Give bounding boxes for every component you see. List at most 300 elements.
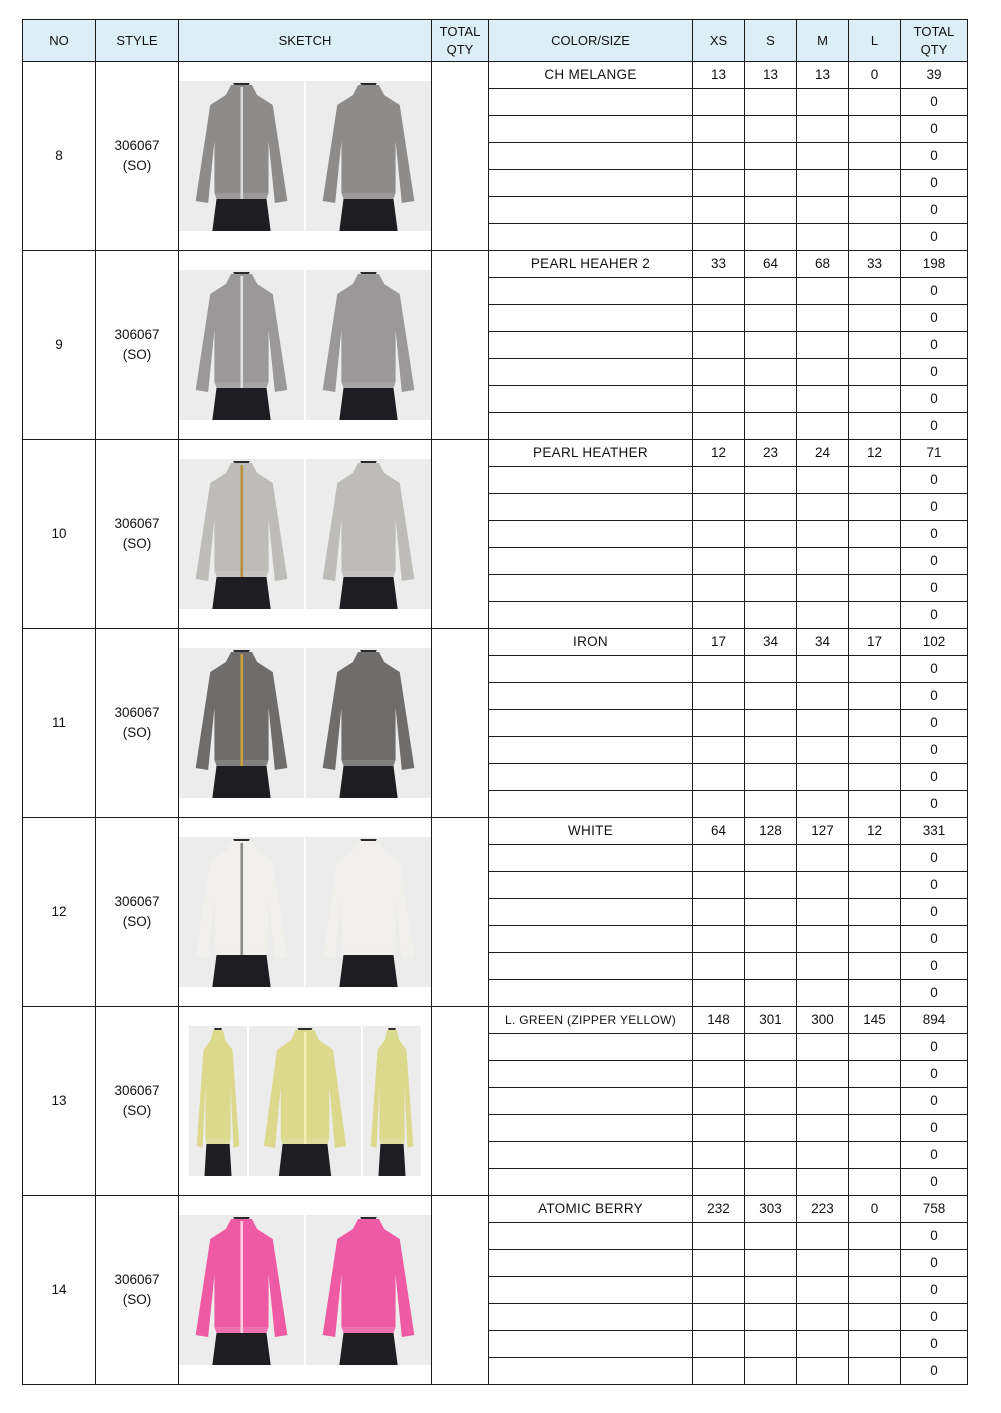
empty-color-cell [489, 656, 693, 683]
empty-size-cell [693, 683, 745, 710]
empty-size-cell [797, 1142, 849, 1169]
empty-color-cell [489, 1142, 693, 1169]
empty-size-cell [797, 467, 849, 494]
empty-size-cell [693, 872, 745, 899]
empty-size-cell [797, 872, 849, 899]
style-code: (SO) [122, 347, 152, 362]
empty-color-cell [489, 359, 693, 386]
empty-size-cell [797, 143, 849, 170]
empty-size-cell [693, 386, 745, 413]
empty-size-cell [745, 764, 797, 791]
empty-size-cell [849, 143, 901, 170]
row-number: 11 [23, 629, 96, 818]
empty-size-cell [849, 1250, 901, 1277]
empty-color-cell [489, 602, 693, 629]
empty-size-cell [849, 305, 901, 332]
empty-color-cell [489, 224, 693, 251]
empty-size-cell [693, 548, 745, 575]
style-number: 306067 [114, 138, 160, 153]
empty-size-cell [849, 953, 901, 980]
row-number: 14 [23, 1196, 96, 1385]
empty-size-cell [797, 413, 849, 440]
empty-size-cell [693, 1142, 745, 1169]
empty-size-cell [693, 602, 745, 629]
empty-row-total: 0 [901, 791, 968, 818]
empty-size-cell [797, 791, 849, 818]
product-photos [179, 76, 431, 236]
empty-size-cell [849, 89, 901, 116]
empty-size-cell [797, 386, 849, 413]
empty-size-cell [693, 332, 745, 359]
empty-row-total: 0 [901, 116, 968, 143]
empty-size-cell [849, 1277, 901, 1304]
empty-color-cell [489, 413, 693, 440]
empty-row-total: 0 [901, 494, 968, 521]
empty-color-cell [489, 278, 693, 305]
empty-size-cell [849, 548, 901, 575]
empty-row-total: 0 [901, 278, 968, 305]
empty-size-cell [745, 224, 797, 251]
sketch-cell [179, 818, 432, 1007]
empty-size-cell [849, 278, 901, 305]
color-label: PEARL HEAHER 2 [489, 251, 693, 278]
empty-size-cell [745, 494, 797, 521]
empty-color-cell [489, 845, 693, 872]
total-qty-cell [432, 62, 489, 251]
header-total-line1: TOTAL [913, 23, 955, 39]
empty-size-cell [797, 1115, 849, 1142]
empty-size-cell [693, 926, 745, 953]
product-row [23, 1196, 968, 1223]
row-number: 10 [23, 440, 96, 629]
empty-color-cell [489, 386, 693, 413]
header-l: L [849, 20, 901, 62]
empty-size-cell [745, 1304, 797, 1331]
empty-color-cell [489, 494, 693, 521]
qty-s: 128 [745, 818, 797, 845]
empty-color-cell [489, 170, 693, 197]
qty-m: 300 [797, 1007, 849, 1034]
empty-color-cell [489, 467, 693, 494]
empty-row-total: 0 [901, 1358, 968, 1385]
empty-row-total: 0 [901, 602, 968, 629]
empty-size-cell [849, 494, 901, 521]
empty-size-cell [745, 845, 797, 872]
empty-size-cell [693, 899, 745, 926]
empty-row-total: 0 [901, 332, 968, 359]
empty-color-cell [489, 1088, 693, 1115]
qty-l: 12 [849, 440, 901, 467]
empty-size-cell [849, 332, 901, 359]
empty-color-cell [489, 710, 693, 737]
empty-color-cell [489, 332, 693, 359]
style-code: (SO) [122, 1292, 152, 1307]
product-photos [179, 454, 431, 614]
product-photos [179, 1210, 431, 1370]
empty-size-cell [797, 656, 849, 683]
empty-size-cell [745, 359, 797, 386]
row-number: 13 [23, 1007, 96, 1196]
empty-size-cell [797, 575, 849, 602]
empty-size-cell [849, 575, 901, 602]
jacket-back-photo [306, 1215, 431, 1365]
empty-size-cell [693, 1277, 745, 1304]
empty-size-cell [797, 1250, 849, 1277]
empty-size-cell [745, 1358, 797, 1385]
empty-size-cell [849, 737, 901, 764]
style-code: (SO) [122, 158, 152, 173]
empty-size-cell [797, 494, 849, 521]
empty-size-cell [797, 1088, 849, 1115]
jacket-back-photo [249, 1026, 361, 1176]
empty-size-cell [745, 656, 797, 683]
style-cell [96, 1007, 179, 1196]
product-row [23, 440, 968, 467]
qty-xs: 13 [693, 62, 745, 89]
jacket-front-photo [189, 1026, 247, 1176]
qty-l: 145 [849, 1007, 901, 1034]
empty-color-cell [489, 899, 693, 926]
qty-l: 17 [849, 629, 901, 656]
empty-size-cell [693, 656, 745, 683]
product-row [23, 62, 968, 89]
row-number: 12 [23, 818, 96, 1007]
empty-size-cell [849, 791, 901, 818]
empty-row-total: 0 [901, 872, 968, 899]
empty-color-cell [489, 980, 693, 1007]
qty-s: 303 [745, 1196, 797, 1223]
empty-size-cell [849, 1061, 901, 1088]
empty-row-total: 0 [901, 1115, 968, 1142]
empty-color-cell [489, 1115, 693, 1142]
empty-size-cell [849, 224, 901, 251]
empty-row-total: 0 [901, 656, 968, 683]
empty-size-cell [745, 575, 797, 602]
qty-s: 301 [745, 1007, 797, 1034]
empty-size-cell [797, 899, 849, 926]
style-cell [96, 1196, 179, 1385]
total-qty-cell [432, 629, 489, 818]
total-qty-cell [432, 440, 489, 629]
empty-size-cell [797, 332, 849, 359]
qty-s: 34 [745, 629, 797, 656]
qty-total: 894 [901, 1007, 968, 1034]
empty-size-cell [693, 575, 745, 602]
empty-size-cell [693, 1115, 745, 1142]
empty-row-total: 0 [901, 980, 968, 1007]
empty-color-cell [489, 1250, 693, 1277]
product-photos [179, 1021, 431, 1181]
empty-color-cell [489, 521, 693, 548]
qty-total: 39 [901, 62, 968, 89]
empty-size-cell [745, 1034, 797, 1061]
header-sketch: SKETCH [179, 20, 432, 62]
qty-total: 198 [901, 251, 968, 278]
empty-size-cell [693, 1088, 745, 1115]
empty-row-total: 0 [901, 521, 968, 548]
product-photos [179, 265, 431, 425]
empty-color-cell [489, 791, 693, 818]
empty-size-cell [693, 413, 745, 440]
product-row [23, 629, 968, 656]
empty-color-cell [489, 1277, 693, 1304]
jacket-back-photo [363, 1026, 421, 1176]
qty-m: 24 [797, 440, 849, 467]
color-label: L. GREEN (ZIPPER YELLOW) [489, 1007, 693, 1034]
empty-size-cell [797, 1331, 849, 1358]
qty-l: 0 [849, 1196, 901, 1223]
color-label: CH MELANGE [489, 62, 693, 89]
jacket-front-photo [179, 270, 304, 420]
empty-size-cell [849, 899, 901, 926]
empty-row-total: 0 [901, 575, 968, 602]
empty-size-cell [797, 521, 849, 548]
jacket-front-photo [179, 1215, 304, 1365]
color-label: PEARL HEATHER [489, 440, 693, 467]
style-cell [96, 818, 179, 1007]
empty-size-cell [797, 683, 849, 710]
empty-color-cell [489, 575, 693, 602]
empty-size-cell [849, 386, 901, 413]
qty-l: 0 [849, 62, 901, 89]
empty-size-cell [693, 494, 745, 521]
empty-size-cell [693, 467, 745, 494]
empty-color-cell [489, 143, 693, 170]
jacket-front-photo [179, 837, 304, 987]
qty-total: 331 [901, 818, 968, 845]
header-no: NO [23, 20, 96, 62]
empty-color-cell [489, 1304, 693, 1331]
style-cell [96, 62, 179, 251]
product-photos [179, 832, 431, 992]
header-total-line2: QTY [920, 41, 948, 57]
style-number: 306067 [114, 516, 160, 531]
empty-size-cell [745, 737, 797, 764]
empty-size-cell [693, 116, 745, 143]
empty-size-cell [745, 872, 797, 899]
empty-size-cell [797, 305, 849, 332]
qty-s: 23 [745, 440, 797, 467]
empty-row-total: 0 [901, 197, 968, 224]
empty-size-cell [797, 278, 849, 305]
style-code: (SO) [122, 914, 152, 929]
empty-size-cell [797, 926, 849, 953]
empty-size-cell [797, 980, 849, 1007]
total-qty-cell [432, 251, 489, 440]
empty-color-cell [489, 926, 693, 953]
qty-xs: 64 [693, 818, 745, 845]
empty-size-cell [797, 197, 849, 224]
empty-row-total: 0 [901, 953, 968, 980]
header-total-qty-line1: TOTAL [439, 23, 481, 39]
style-cell [96, 440, 179, 629]
empty-size-cell [797, 89, 849, 116]
empty-size-cell [849, 683, 901, 710]
empty-size-cell [849, 980, 901, 1007]
empty-row-total: 0 [901, 467, 968, 494]
sketch-cell [179, 62, 432, 251]
empty-row-total: 0 [901, 899, 968, 926]
empty-size-cell [745, 1250, 797, 1277]
jacket-front-photo [179, 648, 304, 798]
empty-size-cell [797, 224, 849, 251]
empty-row-total: 0 [901, 683, 968, 710]
empty-size-cell [745, 980, 797, 1007]
empty-size-cell [849, 1169, 901, 1196]
empty-size-cell [693, 953, 745, 980]
jacket-front-photo [179, 81, 304, 231]
empty-size-cell [797, 1277, 849, 1304]
empty-size-cell [797, 737, 849, 764]
empty-size-cell [797, 1169, 849, 1196]
empty-size-cell [745, 332, 797, 359]
qty-xs: 33 [693, 251, 745, 278]
empty-size-cell [849, 764, 901, 791]
sketch-cell [179, 251, 432, 440]
empty-size-cell [745, 89, 797, 116]
empty-size-cell [745, 602, 797, 629]
empty-size-cell [797, 116, 849, 143]
color-label: WHITE [489, 818, 693, 845]
empty-color-cell [489, 116, 693, 143]
empty-size-cell [693, 1331, 745, 1358]
empty-size-cell [693, 1358, 745, 1385]
product-row [23, 1007, 968, 1034]
empty-size-cell [745, 710, 797, 737]
empty-size-cell [745, 953, 797, 980]
jacket-back-photo [306, 459, 431, 609]
empty-size-cell [745, 170, 797, 197]
empty-row-total: 0 [901, 1061, 968, 1088]
style-number: 306067 [114, 1272, 160, 1287]
empty-row-total: 0 [901, 359, 968, 386]
style-cell [96, 251, 179, 440]
empty-size-cell [745, 548, 797, 575]
empty-size-cell [693, 791, 745, 818]
empty-size-cell [745, 1169, 797, 1196]
empty-size-cell [849, 413, 901, 440]
header-total-qty-line2: QTY [446, 41, 474, 57]
empty-row-total: 0 [901, 1034, 968, 1061]
empty-row-total: 0 [901, 1331, 968, 1358]
qty-xs: 12 [693, 440, 745, 467]
empty-row-total: 0 [901, 1142, 968, 1169]
empty-size-cell [797, 1034, 849, 1061]
product-photos [179, 643, 431, 803]
qty-m: 127 [797, 818, 849, 845]
empty-row-total: 0 [901, 1169, 968, 1196]
empty-size-cell [745, 521, 797, 548]
header-xs: XS [693, 20, 745, 62]
empty-size-cell [849, 1223, 901, 1250]
style-code: (SO) [122, 536, 152, 551]
empty-size-cell [693, 278, 745, 305]
empty-size-cell [849, 1331, 901, 1358]
empty-size-cell [745, 278, 797, 305]
empty-size-cell [693, 143, 745, 170]
jacket-back-photo [306, 648, 431, 798]
empty-row-total: 0 [901, 1250, 968, 1277]
header-style: STYLE [96, 20, 179, 62]
empty-size-cell [849, 359, 901, 386]
qty-s: 13 [745, 62, 797, 89]
empty-size-cell [693, 1061, 745, 1088]
empty-size-cell [693, 224, 745, 251]
empty-size-cell [745, 1223, 797, 1250]
empty-size-cell [693, 521, 745, 548]
header-color-size: COLOR/SIZE [489, 20, 693, 62]
empty-color-cell [489, 89, 693, 116]
qty-m: 223 [797, 1196, 849, 1223]
qty-total: 71 [901, 440, 968, 467]
sketch-cell [179, 1007, 432, 1196]
empty-size-cell [797, 548, 849, 575]
qty-m: 13 [797, 62, 849, 89]
row-number: 8 [23, 62, 96, 251]
empty-size-cell [745, 1115, 797, 1142]
empty-color-cell [489, 1358, 693, 1385]
empty-size-cell [797, 359, 849, 386]
empty-color-cell [489, 1061, 693, 1088]
empty-size-cell [849, 116, 901, 143]
empty-row-total: 0 [901, 413, 968, 440]
order-body [23, 62, 968, 1385]
empty-size-cell [693, 710, 745, 737]
empty-size-cell [693, 1034, 745, 1061]
empty-color-cell [489, 737, 693, 764]
row-number: 9 [23, 251, 96, 440]
color-label: IRON [489, 629, 693, 656]
sketch-cell [179, 1196, 432, 1385]
empty-row-total: 0 [901, 1277, 968, 1304]
empty-size-cell [849, 1088, 901, 1115]
empty-row-total: 0 [901, 1223, 968, 1250]
total-qty-cell [432, 1196, 489, 1385]
order-table [22, 19, 968, 1385]
order-sheet [22, 19, 968, 1385]
empty-size-cell [693, 1304, 745, 1331]
empty-size-cell [693, 737, 745, 764]
empty-size-cell [849, 602, 901, 629]
style-number: 306067 [114, 705, 160, 720]
empty-size-cell [849, 845, 901, 872]
style-code: (SO) [122, 1103, 152, 1118]
empty-color-cell [489, 197, 693, 224]
total-qty-cell [432, 1007, 489, 1196]
qty-xs: 17 [693, 629, 745, 656]
empty-size-cell [797, 1061, 849, 1088]
empty-size-cell [745, 683, 797, 710]
empty-row-total: 0 [901, 926, 968, 953]
color-label: ATOMIC BERRY [489, 1196, 693, 1223]
style-number: 306067 [114, 894, 160, 909]
empty-color-cell [489, 872, 693, 899]
qty-m: 34 [797, 629, 849, 656]
empty-size-cell [849, 521, 901, 548]
empty-size-cell [693, 980, 745, 1007]
empty-size-cell [745, 386, 797, 413]
empty-color-cell [489, 764, 693, 791]
empty-row-total: 0 [901, 170, 968, 197]
empty-color-cell [489, 1034, 693, 1061]
empty-size-cell [745, 143, 797, 170]
empty-size-cell [849, 926, 901, 953]
empty-size-cell [849, 872, 901, 899]
empty-row-total: 0 [901, 386, 968, 413]
empty-size-cell [693, 1223, 745, 1250]
empty-size-cell [745, 926, 797, 953]
empty-size-cell [745, 197, 797, 224]
